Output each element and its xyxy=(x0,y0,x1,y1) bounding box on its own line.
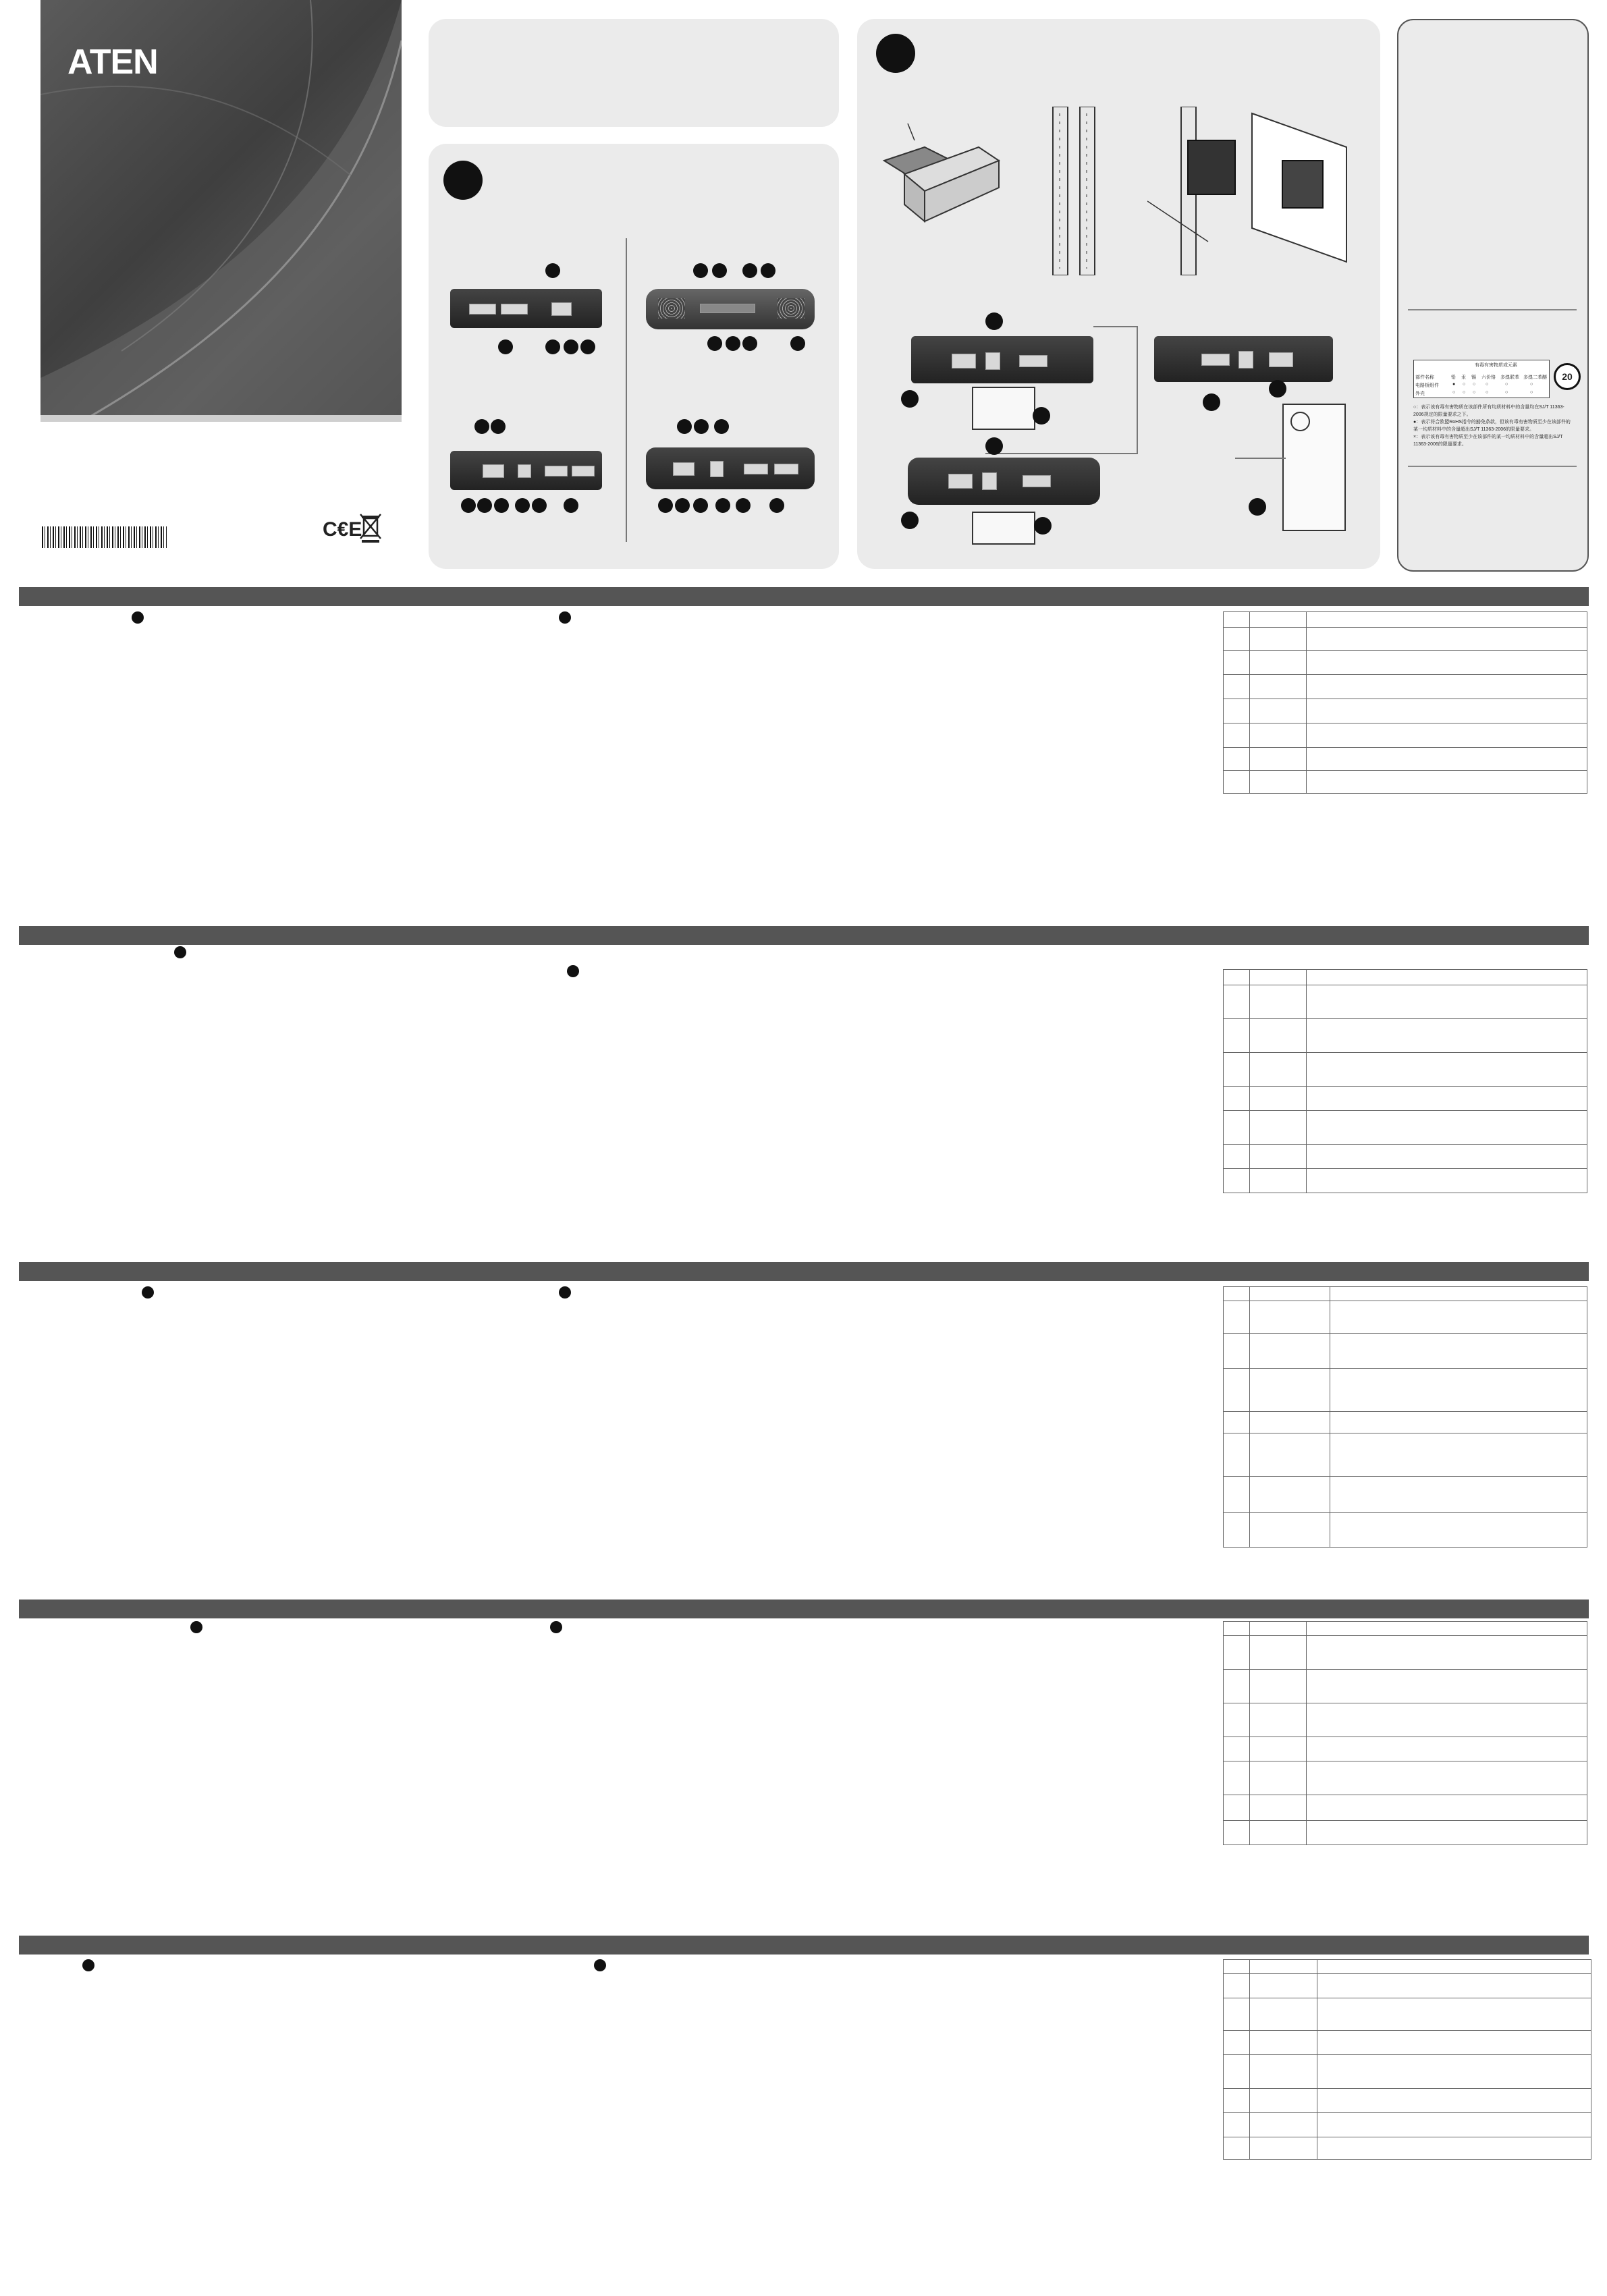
rohs-col: 铅 xyxy=(1451,375,1456,380)
usb-port xyxy=(985,352,1000,370)
panel-divider xyxy=(626,238,627,542)
callout-number xyxy=(694,419,709,434)
section-bullet xyxy=(594,1959,606,1971)
rack-side-illustration xyxy=(1039,107,1127,275)
dvi-port xyxy=(1019,355,1047,367)
spec-table-1 xyxy=(1223,611,1587,794)
rohs-cell: ○ xyxy=(1463,390,1466,395)
callout-number xyxy=(545,339,560,354)
section-bullet xyxy=(174,946,186,958)
aten-logo: ATEN xyxy=(67,43,158,82)
section-bullet xyxy=(567,965,579,977)
divider xyxy=(1408,309,1577,310)
callout-number xyxy=(677,419,692,434)
spec-table-4 xyxy=(1223,1621,1587,1845)
vent-grille xyxy=(658,298,685,319)
monitor-icon xyxy=(972,512,1035,545)
rohs-cell: ○ xyxy=(1486,390,1489,395)
rohs-note: ●：表示符合欧盟RoHS指令的豁免条款，但该有毒有害物质至少在该部件的某一均质材料中的含量超出SJ/T 11363-2006的限量要求。 xyxy=(1413,420,1571,432)
callout-number xyxy=(693,498,708,513)
callout-number xyxy=(1249,498,1266,516)
vent-grille xyxy=(778,298,805,319)
callout-number xyxy=(675,498,690,513)
section-bullet xyxy=(550,1621,562,1633)
callout-number xyxy=(901,512,919,529)
callout-number xyxy=(742,263,757,278)
section-marker-c xyxy=(876,34,915,73)
epup-20-badge: 20 xyxy=(1554,363,1581,390)
rohs-cell: ○ xyxy=(1473,390,1476,395)
vga-port xyxy=(948,474,973,489)
rohs-cell: ● xyxy=(1452,382,1456,387)
monitor-icon xyxy=(972,387,1035,430)
dvi-port xyxy=(1023,475,1051,487)
callout-number xyxy=(580,339,595,354)
rohs-cell: ○ xyxy=(1505,390,1508,395)
rohs-col: 汞 xyxy=(1461,375,1466,380)
callout-number xyxy=(726,336,740,351)
rohs-row-name: 外壳 xyxy=(1415,391,1425,396)
spec-table-2 xyxy=(1223,969,1587,1193)
section-bullet xyxy=(142,1286,154,1299)
fan-icon xyxy=(1290,412,1310,431)
rohs-col: 多溴二苯醚 xyxy=(1523,375,1547,380)
callout-number xyxy=(491,419,506,434)
section-bullet xyxy=(559,611,571,624)
cable-line xyxy=(1235,458,1286,459)
dvi-port xyxy=(1201,354,1230,366)
callout-number xyxy=(985,437,1003,455)
vga-port xyxy=(673,462,694,476)
section-bar-5 xyxy=(19,1936,1589,1955)
rohs-header: 有毒有害物质或元素 xyxy=(1475,363,1517,368)
rohs-table xyxy=(1413,360,1550,398)
callout-number xyxy=(769,498,784,513)
ce-mark: C€E xyxy=(323,518,362,541)
callout-number xyxy=(461,498,476,513)
dvi-port xyxy=(572,466,595,476)
section-bullet xyxy=(559,1286,571,1299)
mount-plate-illustration xyxy=(877,120,1006,242)
rohs-cell: ○ xyxy=(1452,390,1456,395)
callout-number xyxy=(901,390,919,408)
section-bar-2 xyxy=(19,926,1589,945)
callout-number xyxy=(715,498,730,513)
receiver-rear-device xyxy=(646,447,815,489)
callout-number xyxy=(707,336,722,351)
callout-number xyxy=(736,498,751,513)
section-marker-b xyxy=(443,161,483,200)
callout-number xyxy=(693,263,708,278)
rj45-port xyxy=(551,302,572,316)
transmitter-rear-unit xyxy=(1154,336,1333,382)
rack-mount-illustration xyxy=(1147,107,1249,275)
callout-number xyxy=(1033,407,1050,425)
transmitter-unit xyxy=(911,336,1093,383)
receiver-front-device xyxy=(646,289,815,329)
callout-number xyxy=(658,498,673,513)
callout-number xyxy=(712,263,727,278)
callout-number xyxy=(498,339,513,354)
section-bar-1 xyxy=(19,587,1589,606)
dvi-port xyxy=(545,466,568,476)
vga-port xyxy=(483,464,504,478)
callout-number xyxy=(515,498,530,513)
callout-number xyxy=(564,498,578,513)
vga-port xyxy=(952,354,976,368)
divider xyxy=(1408,466,1577,467)
cover-bottom-strip xyxy=(40,415,402,422)
callout-number xyxy=(564,339,578,354)
rohs-note: ○：表示该有毒有害物质在该部件所有均质材料中的含量均在SJ/T 11363-2006规定的限量要求之下。 xyxy=(1413,405,1564,417)
callout-number xyxy=(474,419,489,434)
barcode xyxy=(42,526,167,548)
rohs-cell: ○ xyxy=(1505,382,1508,387)
callout-number xyxy=(761,263,775,278)
rohs-row-name: 电路板组件 xyxy=(1415,383,1439,388)
cable-line xyxy=(1093,326,1137,327)
vga-port xyxy=(1269,352,1293,367)
installation-panel xyxy=(857,19,1380,569)
callout-number xyxy=(1269,380,1286,398)
usb-port xyxy=(1238,351,1253,368)
rohs-col: 镉 xyxy=(1471,375,1476,380)
rohs-col: 多溴联苯 xyxy=(1500,375,1519,380)
section-bar-3 xyxy=(19,1262,1589,1281)
spec-table-3 xyxy=(1223,1286,1587,1548)
callout-number xyxy=(714,419,729,434)
section-bar-4 xyxy=(19,1600,1589,1618)
rohs-notes xyxy=(1413,404,1574,448)
section-bullet xyxy=(132,611,144,624)
callout-number xyxy=(985,312,1003,330)
dvi-port xyxy=(469,304,496,315)
dvi-port xyxy=(744,464,768,474)
dvi-port xyxy=(501,304,528,315)
weee-bin-icon xyxy=(359,512,382,547)
rohs-cell: ○ xyxy=(1463,382,1466,387)
rohs-cell: ○ xyxy=(1473,382,1476,387)
callout-number xyxy=(1203,393,1220,411)
rohs-col: 六价铬 xyxy=(1481,375,1496,380)
receiver-unit xyxy=(908,458,1100,505)
usb-port xyxy=(982,472,997,490)
usb-port xyxy=(518,464,531,478)
transmitter-rear-device xyxy=(450,451,602,490)
front-port-strip xyxy=(700,304,755,313)
rohs-panel xyxy=(1397,19,1589,572)
cable-line xyxy=(985,453,1137,454)
callout-number xyxy=(790,336,805,351)
rohs-cell: ○ xyxy=(1486,382,1489,387)
section-bullet xyxy=(82,1959,94,1971)
computer-tower-icon xyxy=(1282,404,1346,531)
spec-table-5 xyxy=(1223,1959,1591,2160)
callout-number xyxy=(1034,517,1052,535)
rohs-cell: ○ xyxy=(1530,390,1533,395)
callout-number xyxy=(545,263,560,278)
rohs-col-part: 部件名称 xyxy=(1415,375,1434,380)
usb-port xyxy=(710,461,724,477)
transmitter-front-device xyxy=(450,289,602,328)
cable-line xyxy=(1137,326,1138,454)
section-bullet xyxy=(190,1621,202,1633)
callout-number xyxy=(494,498,509,513)
rohs-note: ×：表示该有毒有害物质至少在该部件的某一均质材料中的含量超出SJ/T 11363-2006的限量要求。 xyxy=(1413,435,1563,447)
rohs-cell: ○ xyxy=(1530,382,1533,387)
hardware-review-panel xyxy=(429,144,839,569)
callout-number xyxy=(477,498,492,513)
callout-number xyxy=(532,498,547,513)
dvi-port xyxy=(774,464,798,474)
wall-mount-illustration xyxy=(1245,107,1353,269)
top-info-panel xyxy=(429,19,839,127)
callout-number xyxy=(742,336,757,351)
